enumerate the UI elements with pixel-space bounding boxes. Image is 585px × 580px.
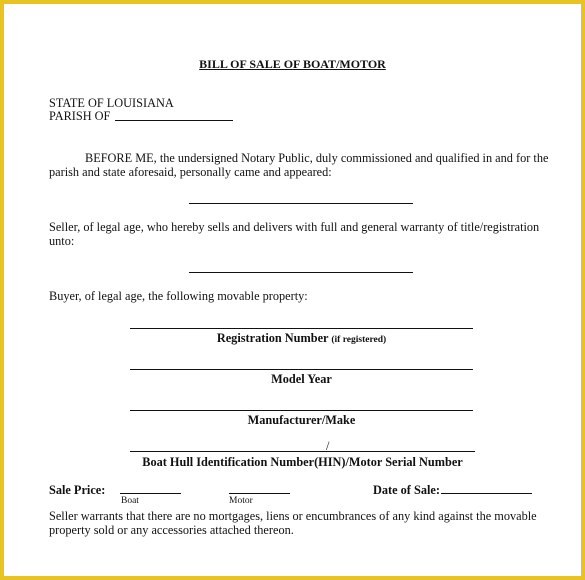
parish-blank-line[interactable] <box>115 120 233 121</box>
buyer-paragraph: Buyer, of legal age, the following movable property: <box>49 289 308 303</box>
motor-price-blank-line[interactable] <box>229 493 290 494</box>
date-of-sale-label: Date of Sale: <box>373 483 440 497</box>
seller-paragraph-line-1: Seller, of legal age, who hereby sells and delivers with full and general warranty of title/registration <box>49 220 540 234</box>
registration-number-label <box>130 331 473 347</box>
model-year-label: Model Year <box>271 372 332 386</box>
manufacturer-label: Manufacturer/Make <box>247 413 356 427</box>
registration-number-blank-line[interactable] <box>130 328 473 329</box>
hull-serial-label: Boat Hull Identification Number(HIN)/Motor Serial Number <box>142 455 463 469</box>
registration-note: (if registered) <box>331 335 387 345</box>
sale-price-label: Sale Price: <box>49 483 106 497</box>
hull-separator: / <box>326 439 330 453</box>
warranty-line-2: property sold or any accessories attached thereon. <box>49 523 294 537</box>
notary-paragraph-line-2: parish and state aforesaid, personally came and appeared: <box>49 165 332 179</box>
warranty-line-1: Seller warrants that there are no mortgages, liens or encumbrances of any kind against the movable <box>49 509 537 523</box>
motor-label: Motor <box>229 496 253 506</box>
manufacturer-blank-line[interactable] <box>130 410 473 411</box>
hull-serial-blank-line[interactable] <box>130 451 475 452</box>
state-line: STATE OF LOUISIANA <box>49 96 174 110</box>
document-title: BILL OF SALE OF BOAT/MOTOR <box>199 57 386 71</box>
seller-name-blank-line[interactable] <box>189 203 413 204</box>
notary-paragraph-line-1: BEFORE ME, the undersigned Notary Public, duly commissioned and qualified in and for the <box>85 151 549 165</box>
parish-label: PARISH OF <box>49 109 111 123</box>
document-page <box>4 4 581 576</box>
registration-number-text: Registration Number <box>216 331 329 345</box>
model-year-blank-line[interactable] <box>130 369 473 370</box>
date-of-sale-blank-line[interactable] <box>441 493 532 494</box>
boat-price-blank-line[interactable] <box>120 493 181 494</box>
boat-label: Boat <box>121 496 139 506</box>
seller-paragraph-line-2: unto: <box>49 234 75 248</box>
buyer-name-blank-line[interactable] <box>189 272 413 273</box>
